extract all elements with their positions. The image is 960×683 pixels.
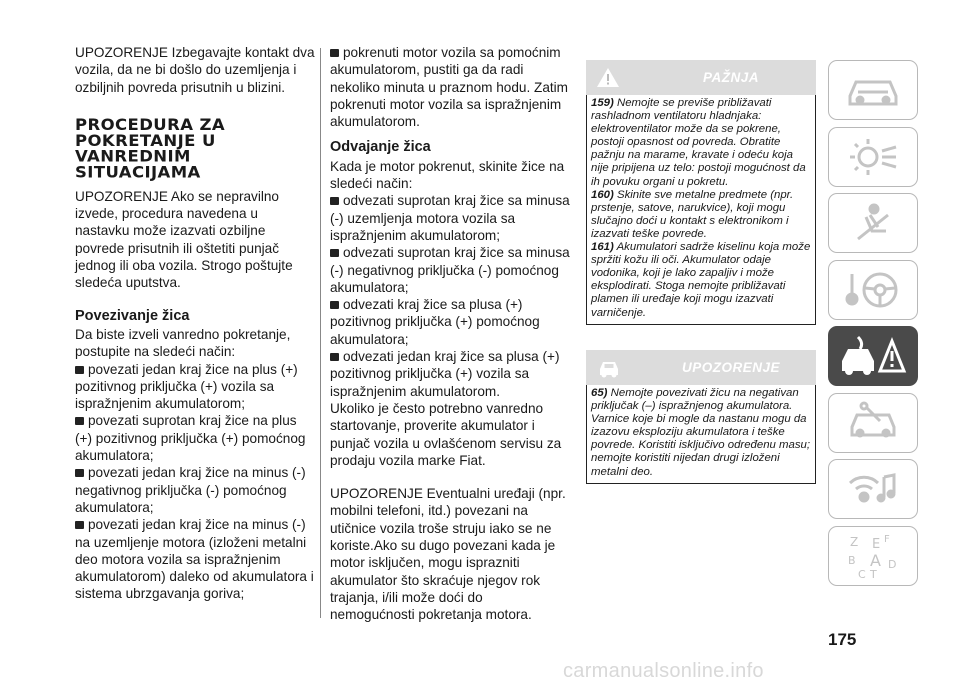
watermark: carmanualsonline.info: [563, 660, 764, 682]
warning-paragraph: UPOZORENJE Ako se nepravilno izvede, procedura navedena u nastavku može izazvati ozbiljne povrede prisutnih ili oštetiti punjač jednog ili oba vozila. Strogo poštujte sledeća uputstva.: [75, 188, 293, 291]
section-title: PROCEDURA ZA POKRETANJE U VANREDNIM SITUACIJAMA: [75, 115, 226, 181]
svg-text:D: D: [888, 557, 897, 571]
svg-text:B: B: [848, 553, 856, 567]
page-number: 175: [828, 630, 857, 649]
list-item: odvezati jedan kraj žice sa plusa (+) pozitivnog priključka (+) vozila sa ispražnjenim akumulatorom.: [330, 349, 560, 399]
svg-text:C: C: [858, 567, 866, 580]
warning-box: [586, 350, 816, 484]
caution-item: 160) Skinite sve metalne predmete (npr. prstenje, satove, narukvice), koji mogu slučajno doći u kontakt s elektronikom i izazvati teške povrede.: [591, 188, 794, 240]
tab-lights[interactable]: [828, 127, 918, 187]
svg-text:A: A: [870, 550, 881, 570]
intro-warning: UPOZORENJE Izbegavajte kontakt dva vozila, da ne bi došlo do uzemljenja i ozbiljnih povreda prisutnih u blizini.: [75, 45, 315, 95]
tab-safety[interactable]: [828, 193, 918, 253]
tab-multimedia[interactable]: [828, 459, 918, 519]
caution-triangle-icon: [596, 67, 620, 93]
alphabet-index-icon: [844, 532, 902, 580]
breakdown-warning-icon: [838, 333, 908, 379]
lead-text: Da biste izveli vanredno pokretanje, postupite na sledeći način:: [75, 326, 291, 360]
lead-text: Kada je motor pokrenut, skinite žice na sledeći način:: [330, 158, 565, 192]
seat-airbag-icon: [844, 201, 902, 245]
caution-box: [586, 60, 816, 325]
bullet-icon: [330, 301, 339, 309]
sun-lights-icon: [844, 135, 902, 179]
wrench-car-icon: [844, 401, 902, 445]
bullet-icon: [75, 366, 84, 374]
list-item: odvezati suprotan kraj žice sa minusa (-) uzemljenja motora vozila sa ispražnjenim akumulatorom;: [330, 193, 570, 243]
list-item: odvezati suprotan kraj žice sa minusa (-) negativnog priključka (-) pomoćnog akumulatora;: [330, 245, 570, 295]
subheading-connecting: Povezivanje žica: [75, 307, 190, 324]
tab-index[interactable]: [828, 526, 918, 586]
wireless-media-icon: [844, 467, 902, 511]
warning-item: 65) Nemojte povezivati žicu na negativan priključak (–) ispražnjenog akumulatora. Varnice koje bi mogle da nastanu mogu da izazovu eksploziju akumulatora i teške povrede. Koristiti isključivo određenu masu; nemojte koristiti nijedan drugi izloženi metalni deo.: [591, 387, 811, 478]
list-item: odvezati kraj žice sa plusa (+) pozitivnog priključka (+) pomoćnog akumulatora;: [330, 297, 540, 347]
column-divider: [320, 48, 321, 618]
caution-title: PAŽNJA: [702, 70, 759, 85]
car-warning-icon: [596, 357, 622, 384]
list-item: povezati suprotan kraj žice na plus (+) pozitivnog priključka (+) pomoćnog akumulatora;: [75, 413, 306, 464]
svg-text:F: F: [884, 533, 890, 545]
tab-emergency[interactable]: [828, 326, 918, 386]
bullet-icon: [75, 469, 84, 477]
list-item: povezati jedan kraj žice na plus (+) pozitivnog priključka (+) vozila sa ispražnjenim akumulatorom;: [75, 361, 298, 412]
paragraph: UPOZORENJE Eventualni uređaji (npr. mobilni telefoni, itd.) povezani na utičnice vozila troše struju iako se ne koriste.Ako su dugo povezani kada je motor isključen, mogu isprazniti akumulator što skraćuje njegov rok trajanja, i/ili može doći do nemogućnosti pokretanja motora.: [330, 486, 566, 623]
caution-body: [586, 95, 816, 325]
svg-text:E: E: [872, 536, 881, 552]
bullet-icon: [75, 521, 84, 529]
caution-header: [586, 60, 816, 95]
warning-title: UPOZORENJE: [681, 360, 781, 375]
list-item: povezati jedan kraj žice na minus (-) negativnog priključka (-) pomoćnog akumulatora;: [75, 465, 306, 515]
warning-header: [586, 350, 816, 385]
chapter-tabs: [828, 60, 920, 592]
paragraph: Ukoliko je često potrebno vanredno startovanje, proverite akumulator i punjač vozila u ovlašćenom servisu za prodaju vozila marke Fiat.: [330, 400, 562, 468]
steering-key-icon: [842, 268, 904, 312]
caution-item: 159) Nemojte se previše približavati rashladnom ventilatoru hladnjaka: elektroventilator može da se pokrene, postoji opasnost od povreda. Obratite pažnju na marame, kravate i odeću koja nije pripijena uz telo: postoji mogućnost da ih povuku organi u pokretu.: [591, 97, 806, 188]
caution-item: 161) Akumulatori sadrže kiselinu koja može spržiti kožu ili oči. Akumulator odaje vodonika, koji je lako zapaljiv i može eksplodirati. Stoga nemojte približavati plamen ili uređaje koji mogu izazvati varničenje.: [591, 241, 811, 319]
bullet-icon: [75, 417, 84, 425]
bullet-icon: [330, 49, 339, 57]
svg-text:T: T: [870, 567, 877, 580]
svg-text:Z: Z: [850, 534, 859, 549]
bullet-icon: [330, 249, 339, 257]
bullet-icon: [330, 197, 339, 205]
tab-car[interactable]: [828, 60, 918, 120]
column-left: [75, 44, 315, 603]
bullet-icon: [330, 353, 339, 361]
list-item: pokrenuti motor vozila sa pomoćnim akumulatorom, pustiti ga da radi nekoliko minuta u praznom hodu. Zatim pokrenuti motor vozila sa ispražnjenim akumulatorom.: [330, 45, 569, 130]
tab-starting[interactable]: [828, 260, 918, 320]
list-item: povezati jedan kraj žice na minus (-) na uzemljenje motora (izloženi metalni deo motora vozila sa ispražnjenim akumulatorom) daleko od akumulatora i sistema ubrzgavanja goriva;: [75, 517, 314, 602]
subheading-disconnecting: Odvajanje žica: [330, 139, 431, 156]
car-icon: [844, 70, 902, 110]
column-middle: [330, 44, 570, 624]
warning-body: [586, 385, 816, 484]
tab-maintenance[interactable]: [828, 393, 918, 453]
